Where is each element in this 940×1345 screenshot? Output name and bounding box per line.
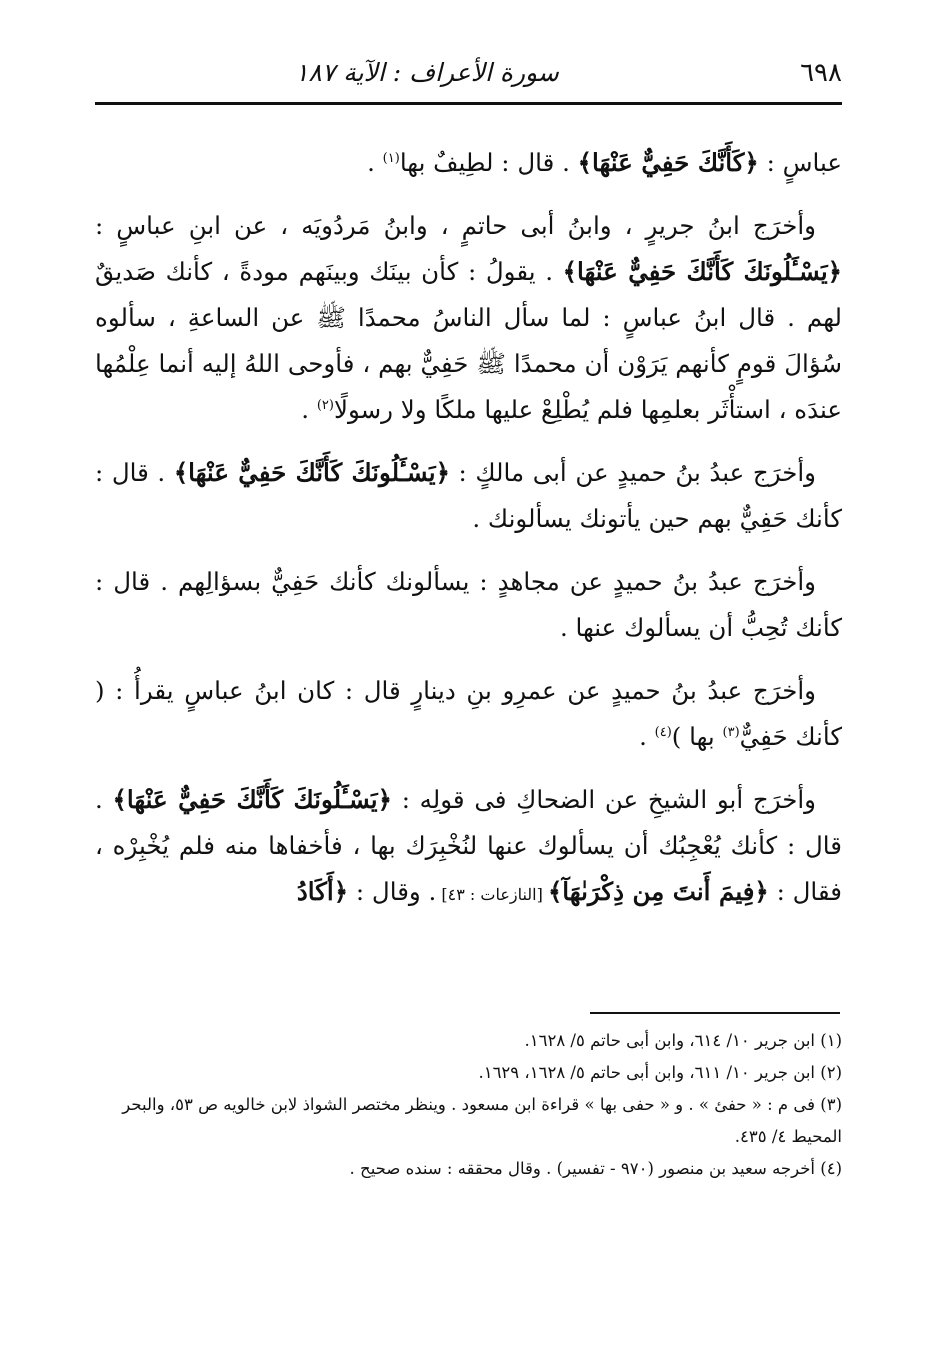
footnote-4: (٤) أخرجه سعيد بن منصور (٩٧٠ - تفسير) . وقال محققه : سنده صحيح . <box>349 1159 842 1178</box>
paragraph-5 <box>95 777 842 918</box>
main-text <box>95 140 842 935</box>
text-span: . قال : كأنك يُعْجِبُك أن يسألوك عنها لنُخْبِرَك بها ، فأخفاها منه فلم يُخْبِرْه ، فقال : <box>95 785 842 906</box>
footnote-marker: (١) <box>382 150 400 166</box>
text-span: . قال : لطِيفٌ بها <box>399 148 578 177</box>
footnote-2: (٢) ابن جرير ١٠/ ٦١١، وابن أبى حاتم ٥/ ١٦٢٨، ١٦٢٩. <box>478 1063 842 1082</box>
text-span: عباسٍ : <box>758 148 842 177</box>
footnote-3: (٣) فى م : « حفئ » . و « حفى بها » قراءة ابن مسعود . وينظر مختصر الشواذ لابن خالويه ص ٥٣، والبحر المحيط ٤/ ٤٣٥. <box>122 1095 842 1146</box>
footnote-divider <box>590 1012 840 1014</box>
text-span: . قال : كأنك حَفِيٌّ بهم حين يأتونك يسألونك . <box>95 458 842 533</box>
text-span: . <box>639 722 655 751</box>
surah-reference: [النازعات : ٤٣] <box>436 885 548 904</box>
text-span: . <box>367 148 383 177</box>
quran-verse: ﴿يَسْـَٔلُونَكَ كَأَنَّكَ حَفِيٌّ عَنْهَا﴾ <box>173 458 450 487</box>
running-title: سورة الأعراف : الآية ١٨٧ <box>295 58 559 87</box>
footnote-marker: (٣) <box>722 724 740 740</box>
text-span: وأخرَج عبدُ بنُ حميدٍ عن مجاهدٍ : يسألونك كأنك حَفِيٌّ بسؤالِهم . قال : كأنك تُحِبُّ أن يسألوك عنها . <box>95 567 842 642</box>
text-span: . يقولُ : كأن بينَك وبينَهم مودةً ، كأنك صَديقٌ لهم . قال ابنُ عباسٍ : لما سأل الناسُ محمدًا ﷺ عن الساعةِ ، سألوه سُؤالَ قومٍ كأنهم يَرَوْن أن محمدًا ﷺ حَفِيٌّ بهم ، فأوحى اللهُ إليه أنما عِلْمُها عندَه ، استأْثَر بعلمِها فلم يُطْلِعْ عليها ملكًا ولا رسولًا <box>95 257 842 424</box>
text-span: وأخرَج ابنُ جريرٍ ، وابنُ أبى حاتمٍ ، وابنُ مَردُويَه ، عن ابنِ عباسٍ : <box>95 211 816 240</box>
footnote-marker: (٢) <box>316 397 334 413</box>
paragraph-3 <box>95 559 842 651</box>
footnote-marker: (٤) <box>654 724 672 740</box>
quran-verse: ﴿أَكَادُ <box>296 877 349 906</box>
page-number: ٦٩٨ <box>800 58 842 88</box>
paragraph-0 <box>95 140 842 186</box>
paragraph-1 <box>95 203 842 433</box>
page-header <box>95 52 842 105</box>
quran-verse: ﴿فِيمَ أَنتَ مِن ذِكْرَىٰهَآ﴾ <box>547 877 769 906</box>
text-span: وأخرَج عبدُ بنُ حميدٍ عن عمرِو بنِ دينارٍ قال : كان ابنُ عباسٍ يقرأُ : ( كأنك حَفِيٌّ <box>95 676 842 751</box>
text-span: بها ) <box>671 722 723 751</box>
quran-verse: ﴿يَسْـَٔلُونَكَ كَأَنَّكَ حَفِيٌّ عَنْهَا﴾ <box>562 257 842 286</box>
text-span: وأخرَج أبو الشيخِ عن الضحاكِ فى قولِه : <box>391 785 817 814</box>
quran-verse: ﴿كَأَنَّكَ حَفِيٌّ عَنْهَا﴾ <box>577 148 759 177</box>
footnotes <box>95 1025 842 1185</box>
text-span: . <box>301 395 317 424</box>
footnote-1: (١) ابن جرير ١٠/ ٦١٤، وابن أبى حاتم ٥/ ١٦٢٨. <box>524 1031 842 1050</box>
paragraph-2 <box>95 450 842 542</box>
paragraph-4 <box>95 668 842 760</box>
text-span: وأخرَج عبدُ بنُ حميدٍ عن أبى مالكٍ : <box>449 458 817 487</box>
text-span: . وقال : <box>348 877 437 906</box>
quran-verse: ﴿يَسْـَٔلُونَكَ كَأَنَّكَ حَفِيٌّ عَنْهَا﴾ <box>112 785 392 814</box>
